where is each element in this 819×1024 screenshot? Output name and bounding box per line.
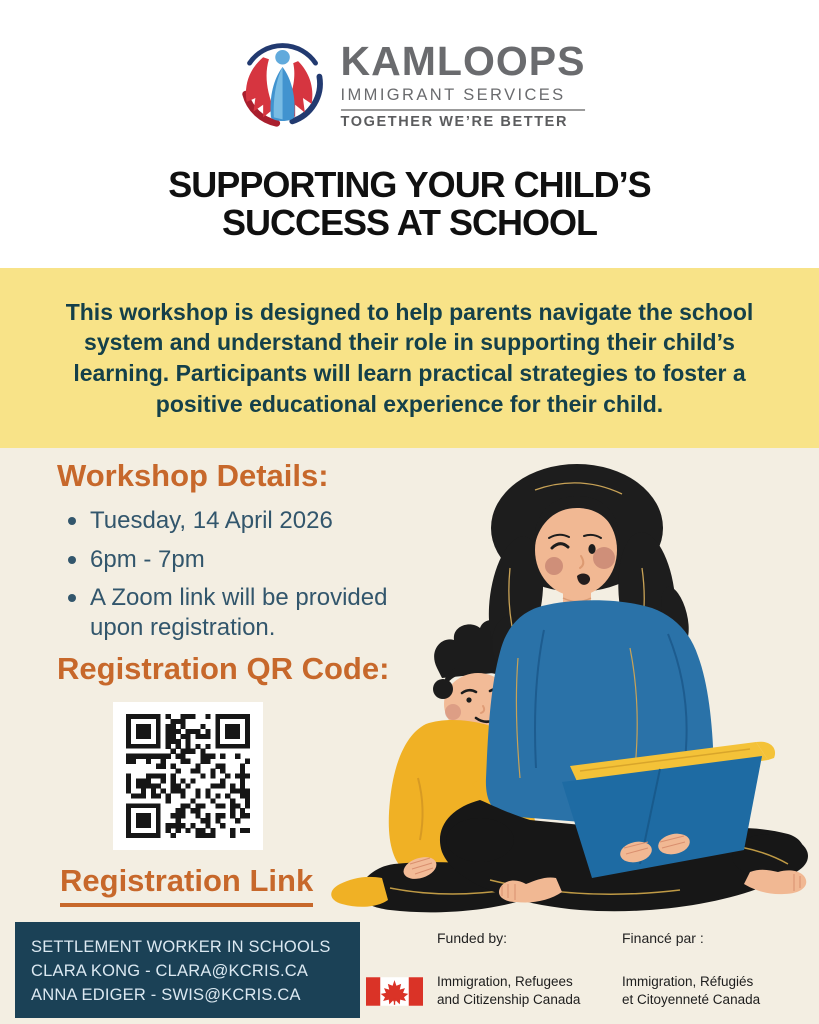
workshop-description: This workshop is designed to help parents navigate the school system and understand their role in supporting their child’s learning. Participants will learn practical strategies to foster a positive educational experience for their child. xyxy=(65,298,754,417)
contact-clara: CLARA KONG - CLARA@KCRIS.CA xyxy=(31,962,309,981)
funded-by-label: Funded by: xyxy=(437,930,508,946)
agency-english: Immigration, Refugees and Citizenship Canada xyxy=(437,974,581,1007)
title-line-2: SUCCESS AT SCHOOL xyxy=(221,202,598,244)
contact-anna: ANNA EDIGER - SWIS@KCRIS.CA xyxy=(31,986,301,1005)
page-title xyxy=(0,166,819,242)
workshop-date-item: Tuesday, 14 April 2026 xyxy=(64,506,416,536)
registration-qr-code xyxy=(113,702,263,850)
logo xyxy=(234,34,586,136)
workshop-time-item: 6pm - 7pm xyxy=(64,545,416,575)
agency-french: Immigration, Réfugiés et Citoyenneté Canada xyxy=(622,974,761,1007)
logo-divider xyxy=(341,109,586,111)
registration-link[interactable]: Registration Link xyxy=(60,863,313,907)
lower-section xyxy=(0,448,819,1024)
contact-program: SETTLEMENT WORKER IN SCHOOLS xyxy=(31,938,331,956)
logo-tagline: TOGETHER WE’RE BETTER xyxy=(340,113,569,130)
registration-qr-heading: Registration QR Code: xyxy=(57,651,390,686)
workshop-details-list xyxy=(64,506,416,651)
kamloops-immigrant-services-logo-icon xyxy=(234,34,331,136)
workshop-details-heading: Workshop Details: xyxy=(57,458,329,493)
logo-subtitle: IMMIGRANT SERVICES xyxy=(340,86,566,104)
workshop-zoom-item: A Zoom link will be provided upon registration. xyxy=(64,583,416,642)
finance-par-label: Financé par : xyxy=(622,930,704,946)
canada-flag-icon xyxy=(366,977,423,1006)
logo-name: KAMLOOPS xyxy=(340,38,586,84)
title-line-1: SUPPORTING YOUR CHILD’S xyxy=(168,164,651,205)
description-band xyxy=(0,268,819,448)
contact-box xyxy=(15,922,360,1018)
